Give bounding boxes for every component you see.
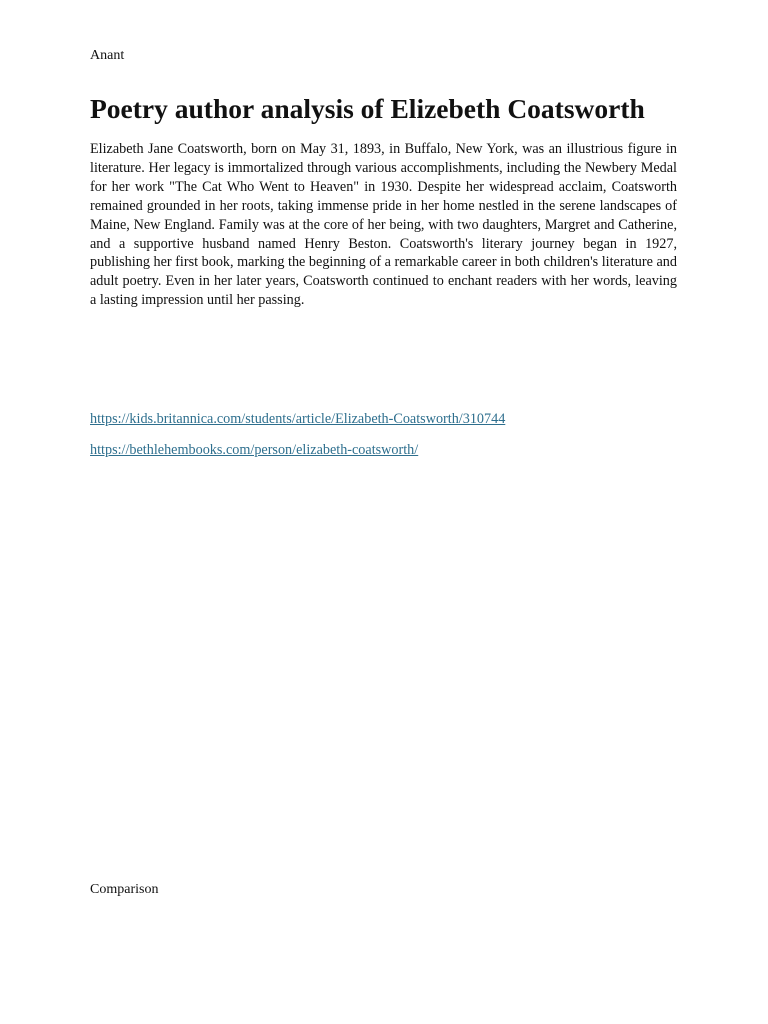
reference-link-britannica[interactable]: https://kids.britannica.com/students/article/Elizabeth-Coatsworth/310744: [90, 411, 506, 427]
reference-link-bethlehem-books[interactable]: https://bethlehembooks.com/person/elizabeth-coatsworth/: [90, 442, 419, 458]
page-title: Poetry author analysis of Elizebeth Coatsworth: [90, 93, 645, 124]
body-paragraph: Elizabeth Jane Coatsworth, born on May 31, 1893, in Buffalo, New York, was an illustrious figure in literature. Her legacy is immortalized through various accomplishments, including the Newbery Medal for her work "The Cat Who Went to Heaven" in 1930. Despite her widespread acclaim, Coatsworth remained grounded in her roots, taking immense pride in her home nestled in the serene landscapes of Maine, New England. Family was at the core of her being, with two daughters, Margret and Catherine, and a supportive husband named Henry Beston. Coatsworth's literary journey began in 1927, publishing her first book, marking the beginning of a remarkable career in both children's literature and adult poetry. Even in her later years, Coatsworth continued to enchant readers with her words, leaving a lasting impression until her passing.: [90, 141, 677, 309]
author-name: Anant: [90, 48, 125, 63]
section-label-comparison: Comparison: [90, 882, 159, 897]
